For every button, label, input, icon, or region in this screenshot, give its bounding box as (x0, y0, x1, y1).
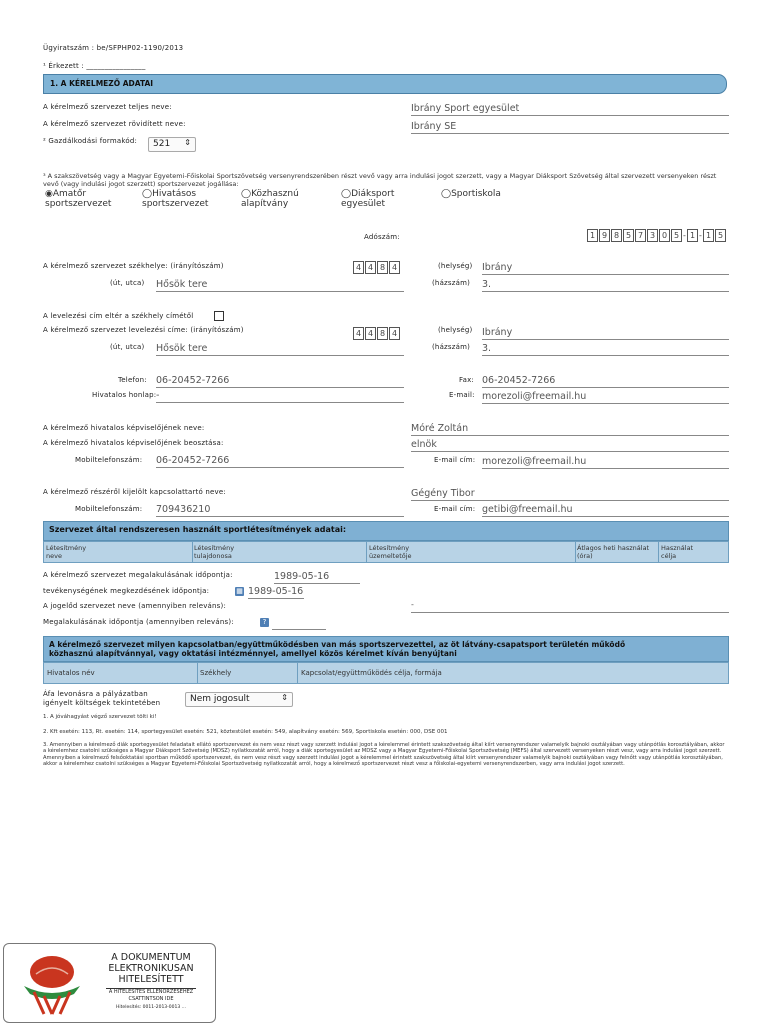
levelezesi-helyseg-field[interactable]: Ibrány (482, 327, 729, 340)
calendar-icon[interactable]: ▦ (236, 587, 243, 595)
szekhely-hazszam-field[interactable]: 3. (482, 279, 729, 292)
digit-box: 4 (353, 327, 364, 340)
gazd-formakod-value: 521 (153, 139, 171, 149)
szekhely-irsz-boxes[interactable] (353, 261, 401, 274)
email-label: E-mail: (449, 391, 475, 399)
kepviselo-email-field[interactable]: morezoli@freemail.hu (482, 456, 729, 469)
stamp-line-4: A HITELESÍTÉS ELLENŐRZÉSÉHEZ (108, 989, 194, 995)
select-arrows-icon: ⇕ (184, 138, 191, 147)
letesitmenyek-header (43, 521, 729, 541)
jogelod-datum-field[interactable] (272, 618, 326, 630)
jogelod-label: A jogelőd szervezet neve (amennyiben releváns): (43, 602, 227, 610)
digit-box: 5 (715, 229, 726, 242)
kapcsolat-title-line1: A kérelmező szervezet milyen kapcsolatban/együttműködésben van más sportszervezettel, az öt látvány-csapatsport területén működő (49, 640, 626, 649)
digit-box: 1 (687, 229, 698, 242)
szekhely-helyseg-field[interactable]: Ibrány (482, 262, 729, 275)
telefon-field[interactable]: 06-20452-7266 (156, 375, 404, 388)
digit-box: 3 (647, 229, 658, 242)
fax-label: Fax: (459, 376, 474, 384)
szekhely-hazszam-label: (házszám) (432, 279, 471, 287)
radio-kozhasznu[interactable] (241, 189, 299, 209)
stamp-line-6: Hitelesítés: 0011-2013-0013 ... (116, 1005, 186, 1010)
megalakulas-field[interactable]: 1989-05-16 (274, 571, 360, 584)
col-hasznalat-celja: Használat célja (661, 544, 694, 560)
szekhely-ut-field[interactable]: Hősök tere (156, 279, 404, 292)
stamp-line-5: CSATTINTSON IDE (128, 996, 174, 1002)
afa-select[interactable] (185, 692, 293, 707)
radio-hivatasos-label2: sportszervezet (142, 199, 209, 209)
afa-label-line1: Áfa levonásra a pályázatban (43, 690, 148, 698)
gazd-formakod-select[interactable] (148, 137, 196, 152)
szekhely-ut-label: (út, utca) (110, 279, 145, 287)
levelezesi-hazszam-label: (házszám) (432, 343, 471, 351)
erkezett: ¹ Érkezett : ________________ (43, 62, 146, 70)
digit-box: 9 (599, 229, 610, 242)
levelezesi-irsz-boxes[interactable] (353, 327, 401, 340)
jogelod-datum-label: Megalakulásának időpontja (amennyiben releváns): (43, 618, 234, 626)
szekhely-label: A kérelmező szervezet székhelye: (irányítószám) (43, 262, 224, 270)
digit-box: 5 (671, 229, 682, 242)
levelezesi-elter-checkbox[interactable] (214, 311, 224, 321)
teljes-nev-label: A kérelmező szervezet teljes neve: (43, 103, 172, 111)
digit-box: 4 (365, 327, 376, 340)
radio-sportiskola[interactable] (441, 189, 501, 199)
stamp-line-3: HITELESÍTETT (118, 974, 184, 985)
gazd-formakod-label: ² Gazdálkodási formakód: (43, 137, 138, 145)
kapcsolattarto-nev-label: A kérelmező részéről kijelölt kapcsolattartó neve: (43, 488, 226, 496)
telefon-label: Telefon: (118, 376, 147, 384)
radio-diaksport-label: ◯Diáksport (341, 189, 395, 199)
digit-box: 8 (377, 327, 388, 340)
kepviselo-mobil-field[interactable]: 06-20452-7266 (156, 455, 404, 468)
rovid-nev-label: A kérelmező szervezet rövidített neve: (43, 120, 186, 128)
digit-box: 7 (635, 229, 646, 242)
col-kapcsolat-celja: Kapcsolat/együttműködés célja, formája (301, 669, 442, 677)
honlap-field[interactable]: - (156, 390, 404, 403)
section-1-header (43, 74, 727, 94)
col-tulajdonos: Létesítmény tulajdonosa (194, 544, 235, 560)
radio-diaksport[interactable] (341, 189, 394, 209)
select-arrows-icon: ⇕ (281, 693, 288, 702)
digit-box: 8 (377, 261, 388, 274)
kepviselo-beosztas-label: A kérelmező hivatalos képviselőjének beosztása: (43, 439, 224, 447)
jogelod-field[interactable]: - (411, 600, 729, 613)
digit-box: 4 (353, 261, 364, 274)
kapcsolattarto-mobil-label: Mobiltelefonszám: (75, 505, 143, 513)
levelezesi-helyseg-label: (helység) (438, 326, 473, 334)
kapcsolat-columns (43, 662, 729, 684)
digit-box: 1 (703, 229, 714, 242)
tevekenyseg-label: tevékenységének megkezdésének időpontja: (43, 587, 210, 595)
levelezesi-label: A kérelmező szervezet levelezési címe: (irányítószám) (43, 326, 244, 334)
rovid-nev-field[interactable]: Ibrány SE (411, 121, 729, 134)
kapcsolattarto-nev-field[interactable]: Gégény Tibor (411, 488, 729, 501)
radio-kozhasznu-label: ◯Közhasznú (241, 189, 299, 199)
radio-hivatasos-label: ◯Hivatásos (142, 189, 197, 199)
letesitmenyek-columns (43, 541, 729, 563)
kepviselo-nev-label: A kérelmező hivatalos képviselőjének neve: (43, 424, 205, 432)
radio-amator-label: ◉Amatőr (45, 189, 87, 199)
kepviselo-email-label: E-mail cím: (434, 456, 476, 464)
tevekenyseg-field[interactable]: 1989-05-16 (248, 586, 304, 597)
radio-amator-label2: sportszervezet (45, 199, 112, 209)
letesitmenyek-title: Szervezet által rendszeresen használt sportlétesítmények adatai: (49, 525, 347, 534)
szekhely-helyseg-label: (helység) (438, 262, 473, 270)
adoszam-boxes[interactable]: 1 9 8 5 7 3 0 5 - 1 - 1 5 (587, 229, 727, 242)
section-1-title: 1. A KÉRELMEZŐ ADATAI (50, 79, 154, 88)
levelezesi-elter-label: A levelezési cím eltér a székhely címétől (43, 312, 194, 320)
digit-box: 0 (659, 229, 670, 242)
kepviselo-mobil-label: Mobiltelefonszám: (75, 456, 143, 464)
digit-box: 5 (623, 229, 634, 242)
fax-field[interactable]: 06-20452-7266 (482, 375, 729, 388)
radio-hivatasos[interactable] (142, 189, 208, 209)
radio-amator[interactable] (45, 189, 111, 209)
megalakulas-label: A kérelmező szervezet megalakulásának időpontja: (43, 571, 233, 579)
afa-value: Nem jogosult (190, 694, 250, 704)
stamp-text (96, 952, 206, 1012)
digit-box: 8 (611, 229, 622, 242)
levelezesi-ut-field[interactable]: Hősök tere (156, 343, 404, 356)
digit-box: 4 (365, 261, 376, 274)
teljes-nev-field[interactable]: Ibrány Sport egyesület (411, 103, 729, 116)
col-uzemelteto: Létesítmény üzemeltetője (369, 544, 412, 560)
kapcsolattarto-email-field[interactable]: getibi@freemail.hu (482, 504, 729, 517)
kapcsolat-title-line2: közhasznú alapítvánnyal, vagy oktatási intézménnyel, amellyel közös kérelmet kíván benyújtani (49, 649, 457, 658)
levelezesi-hazszam-field[interactable]: 3. (482, 343, 729, 356)
kapcsolattarto-mobil-field[interactable]: 709436210 (156, 504, 404, 517)
note-3: 3. Amennyiben a kérelmező diák sportegyesület feladatait ellátó sportszervezet és nem vesz részt vagy szerzett indulási jogot a kérelemmel érintett szakszövetség által kiírt versenyrendszer valamelyik bajnoki osztályában vagy utánpótlás korosztályában, akkor a kérelemhez csatolni szükséges a Magyar Diáksport Szövetség (MDSZ) nyilatkozatát arról, hogy a diák sportegyesület az MDSZ vagy a Magyar Egyetemi-Főiskolai Sportszövetség (MEFS) által szervezett versenyeken részt vesz, vagy arra indulási jogot szerzett. Amennyiben a kérelmező felsőoktatási sportban működő sportszervezet, és nem vesz részt vagy szerzett indulási jogot a kérelemmel érintett szakszövetség által kiírt versenyrendszer valamelyik bajnoki osztályában vagy felnőtt vagy utánpótlás korosztályában, akkor a kérelemhez csatolni szükséges a Magyar Egyetemi-Főiskolai Sportszövetség nyilatkozatát arról, hogy a kérelmező sportszervezet részt vesz a főiskolai-egyetemi versenyrendszerben, vagy arra indulási jogot szerzett. (43, 742, 725, 767)
authentication-stamp[interactable] (3, 943, 216, 1023)
help-icon[interactable]: ? (260, 618, 269, 627)
stamp-line-2: ELEKTRONIKUSAN (108, 963, 194, 974)
digit-box: 1 (587, 229, 598, 242)
levelezesi-ut-label: (út, utca) (110, 343, 145, 351)
digit-box: 4 (389, 261, 400, 274)
stamp-line-1: A DOKUMENTUM (111, 952, 191, 963)
radio-sportiskola-label: ◯Sportiskola (441, 189, 501, 199)
note-2: 2. Kft esetén: 113, Rt. esetén: 114, sportegyesület esetén: 521, köztestület esetén: 549, alapítvány esetén: 569, Sportiskola esetén: 000, DSE 001 (43, 729, 448, 735)
kapcsolattarto-email-label: E-mail cím: (434, 505, 476, 513)
col-nev: Létesítmény neve (46, 544, 87, 560)
col-heti-hasznalat: Átlagos heti használat (óra) (577, 544, 650, 560)
email-field[interactable]: morezoli@freemail.hu (482, 391, 729, 404)
kepviselo-beosztas-field[interactable]: elnök (411, 439, 729, 452)
digit-box: 4 (389, 327, 400, 340)
note-1: 1. A jóváhagyást végző szervezet tölti ki! (43, 714, 157, 720)
kepviselo-nev-field[interactable]: Móré Zoltán (411, 423, 729, 436)
radio-diaksport-label2: egyesület (341, 199, 386, 209)
ugyiratszam: Ügyiratszám : be/SFPHP02-1190/2013 (43, 44, 184, 52)
jogallas-description: ³ A szakszövetség vagy a Magyar Egyetemi-Főiskolai Sportszövetség versenyrendszerében részt vevő vagy arra indulási jogot szerzett, vagy a Magyar Diáksport Szövetség által szervezett versenyeken részt vevő (vagy indulási jogot szerzett) sportszervezet jogállása: (43, 172, 717, 188)
adoszam-label: Adószám: (364, 233, 400, 241)
afa-label-line2: igényelt költségek tekintetében (43, 699, 161, 707)
col-hivatalos-nev: Hivatalos név (47, 669, 95, 677)
honlap-label: Hivatalos honlap: (92, 391, 157, 399)
stamp-logo-icon (14, 952, 90, 1016)
radio-kozhasznu-label2: alapítvány (241, 199, 289, 209)
col-szekhely: Székhely (200, 669, 232, 677)
kapcsolat-header (43, 636, 729, 662)
